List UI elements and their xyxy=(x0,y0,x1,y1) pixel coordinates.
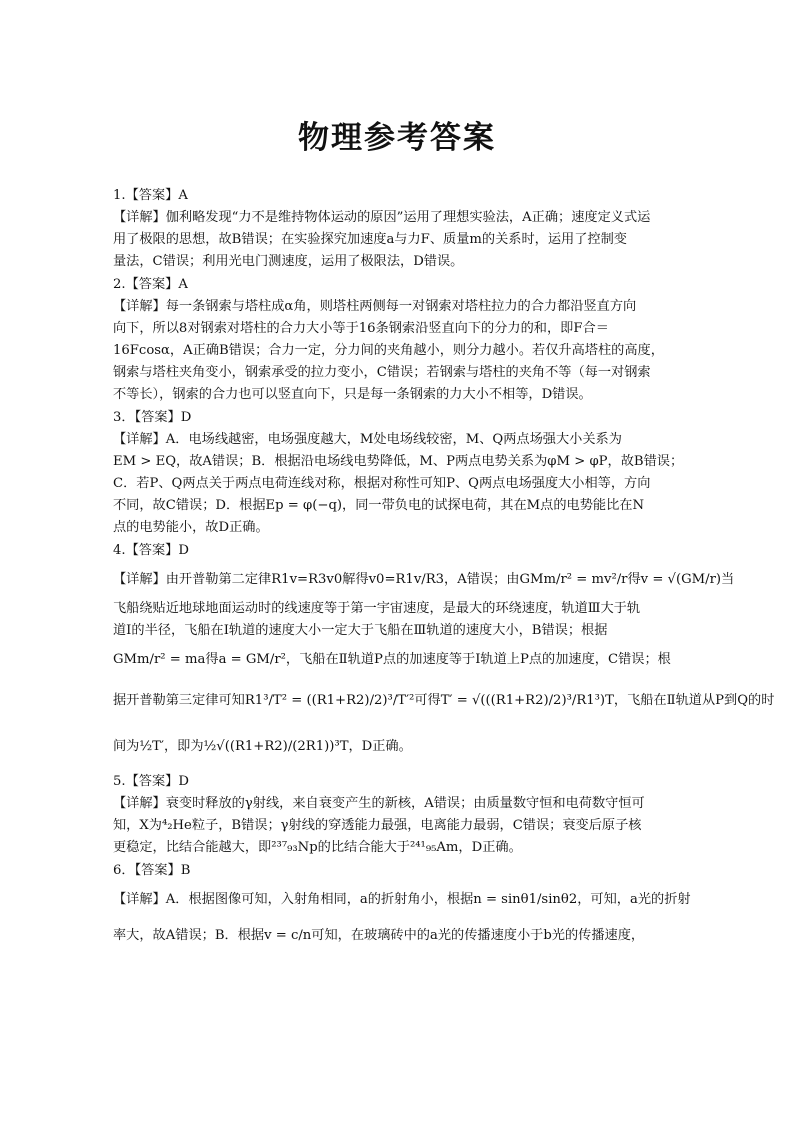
answer-line: 不同，故C错误；D．根据Ep = φ(−q)，同一带负电的试探电荷，其在M点的电势能比在N xyxy=(113,498,645,513)
answer-list xyxy=(113,184,775,954)
answer-line: 【详解】A．根据图像可知，入射角相同，a的折射角小，根据n = sinθ1/sinθ2，可知，a光的折射 xyxy=(113,892,691,907)
answer-header: 4.【答案】D xyxy=(113,543,189,558)
answer-item-5 xyxy=(113,771,683,859)
answer-line: 飞船绕贴近地球地面运动时的线速度等于第一宇宙速度，是最大的环绕速度，轨道Ⅲ大于轨 xyxy=(113,601,641,616)
answer-line: 不等长），钢索的合力也可以竖直向下，只是每一条钢索的力大小不相等，D错误。 xyxy=(113,387,592,402)
answer-line: 【详解】由开普勒第二定律R1v=R3v0解得v0=R1v/R3，A错误；由GMm/r² = mv²/r得v = √(GM/r)当 xyxy=(113,572,735,587)
answer-line: 知，X为⁴₂He粒子，B错误；γ射线的穿透能力最强，电离能力最弱，C错误；衰变后原子核 xyxy=(113,818,642,833)
answer-header: 2.【答案】A xyxy=(113,277,188,292)
answer-header: 3．【答案】D xyxy=(113,410,192,425)
answer-line: 向下，所以8对钢索对塔柱的合力大小等于16条钢索沿竖直向下的分力的和，即F合＝ xyxy=(113,321,609,336)
answer-line: 【详解】伽利略发现“力不是维持物体运动的原因”运用了理想实验法，A正确；速度定义式运 xyxy=(113,210,651,225)
answer-header: 6．【答案】B xyxy=(113,863,191,878)
answer-line: 道Ⅰ的半径，飞船在Ⅰ轨道的速度大小一定大于飞船在Ⅲ轨道的速度大小，B错误；根据 xyxy=(113,623,608,638)
answer-line: 【详解】A．电场线越密，电场强度越大，M处电场线较密，M、Q两点场强大小关系为 xyxy=(113,432,622,447)
answer-line: GMm/r² = ma得a = GM/r²，飞船在Ⅱ轨道P点的加速度等于Ⅰ轨道上P点的加速度，C错误；根 xyxy=(113,652,671,667)
answer-item-3 xyxy=(113,407,683,539)
answer-item-6 xyxy=(113,860,691,954)
answer-line: EM > EQ，故A错误；B．根据沿电场线电势降低，M、P两点电势关系为φM > φP，故B错误； xyxy=(113,454,684,469)
answer-header: 1.【答案】A xyxy=(113,188,188,203)
answer-line: 点的电势能小，故D正确。 xyxy=(113,520,269,535)
answer-line: 【详解】衰变时释放的γ射线，来自衰变产生的新核，A错误；由质量数守恒和电荷数守恒可 xyxy=(113,796,645,811)
answer-line: 据开普勒第三定律可知R1³/T² = ((R1+R2)/2)³/T′²可得T′ = √(((R1+R2)/2)³/R1³)T，飞船在Ⅱ轨道从P到Q的时 xyxy=(113,693,775,708)
answer-line: 钢索与塔柱夹角变小，钢索承受的拉力变小，C错误；若钢索与塔柱的夹角不等（每一对钢索 xyxy=(113,365,651,380)
answer-line: 16Fcosα，A正确B错误；合力一定，分力间的夹角越小，则分力越小。若仅升高塔柱的高度， xyxy=(113,343,664,358)
answer-line: 量法，C错误；利用光电门测速度，运用了极限法，D错误。 xyxy=(113,254,464,269)
answer-line: 【详解】每一条钢索与塔柱成α角，则塔柱两侧每一对钢索对塔柱拉力的合力都沿竖直方向 xyxy=(113,299,637,314)
answer-line: 间为½T′，即为½√((R1+R2)/(2R1))³T，D正确。 xyxy=(113,739,412,754)
answer-line: 更稳定，比结合能越大，即²³⁷₉₃Np的比结合能大于²⁴¹₉₅Am，D正确。 xyxy=(113,840,522,855)
answer-header: 5.【答案】D xyxy=(113,774,189,789)
page-title: 物理参考答案 xyxy=(298,120,496,156)
answer-item-1 xyxy=(113,185,683,273)
answer-item-2 xyxy=(113,274,683,406)
answer-item-4 xyxy=(113,540,775,770)
answer-line: C．若P、Q两点关于两点电荷连线对称，根据对称性可知P、Q两点电场强度大小相等，方向 xyxy=(113,476,651,491)
answer-line: 率大，故A错误；B．根据v = c/n可知，在玻璃砖中的a光的传播速度小于b光的传播速度， xyxy=(113,928,645,943)
answer-line: 用了极限的思想，故B错误；在实验探究加速度a与力F、质量m的关系时，运用了控制变 xyxy=(113,232,627,247)
